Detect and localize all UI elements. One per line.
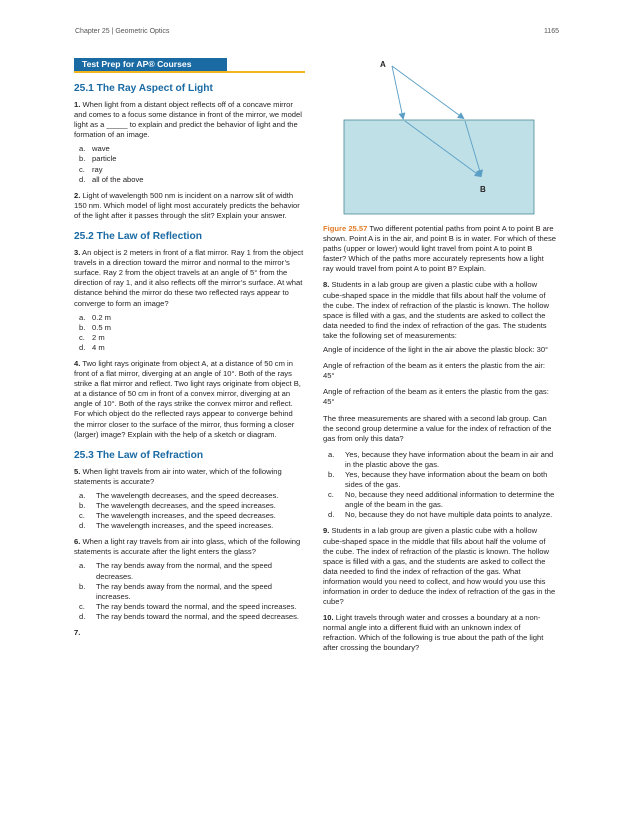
measurement-3: Angle of refraction of the beam as it enters the plastic from the gas: 45° [323,387,549,407]
question-1-options [74,144,305,184]
question-3 [74,248,305,309]
option-item [74,501,305,511]
option-item [74,511,305,521]
option-letter: d. [79,174,86,184]
option-letter: c. [79,164,85,174]
question-text: When light travels from air into water, which of the following statements is accurate? [74,466,282,486]
option-letter: b. [79,322,86,332]
option-text: The wavelength increases, and the speed increases. [96,521,274,531]
question-number: 2. [74,190,81,200]
question-number: 5. [74,466,81,476]
option-item [323,510,556,520]
question-text: When a light ray travels from air into glass, which of the following statements is accurate after the light enters the glass? [74,537,301,557]
option-letter: a. [328,449,335,459]
option-letter: a. [79,490,86,500]
question-8-options [323,450,556,521]
refraction-paths-svg [323,58,556,218]
option-item [74,521,305,531]
option-letter: b. [328,469,335,479]
option-letter: b. [79,581,86,591]
option-text: No, because they need additional information to determine the angle of the beam in the gas. [345,490,555,510]
question-number: 4. [74,358,81,368]
option-letter: d. [79,521,86,531]
question-5 [74,467,305,487]
option-item [74,154,305,164]
measurement-1: Angle of incidence of the light in the air above the plastic block: 30° [323,345,549,355]
option-text: The ray bends away from the normal, and the speed increases. [96,581,273,601]
option-item [74,165,305,175]
option-letter: b. [79,501,86,510]
question-number: 3. [74,248,81,258]
figure-25-57-diagram [323,58,556,218]
point-a-label: A [380,60,386,69]
section-heading-25-1: 25.1 The Ray Aspect of Light [74,83,213,94]
option-letter: a. [79,312,86,322]
option-item [74,175,305,185]
question-number: 7. [74,628,81,638]
left-column [74,58,305,642]
option-letter: d. [79,342,86,352]
option-text: The ray bends toward the normal, and the speed decreases. [96,611,300,621]
option-text: 2 m [92,332,105,342]
question-10 [323,613,556,653]
banner-rule [74,71,305,73]
option-item [74,612,305,622]
running-header-chapter: Chapter 25 | Geometric Optics [75,28,170,35]
question-text: Students in a lab group are given a plastic cube with a hollow cube-shaped space in the middle that fills about half the volume of the cube. The index of refraction of the plastic is known. The hollow space is filled with a gas, and the students are asked to collect the data needed to find the index of refraction of the gas. What information would you need to collect, and how would you use this information in order to deduce the index of refraction of the gas in the cube? [323,526,556,607]
option-item [323,490,556,510]
option-item [74,313,305,323]
question-text: An object is 2 meters in front of a flat mirror. Ray 1 from the object travels in a direction toward the mirror and normal to the mirror’s surface. Ray 2 from the object travels at an angle of 5° from the direction of ray 1, and it also reflects off the mirror’s surface. At what distance behind the mirror do these two reflected rays appear to converge to form an image? [74,248,304,308]
page-number: 1165 [543,28,559,35]
option-letter: c. [79,601,85,611]
option-item [74,561,305,581]
option-text: 4 m [92,342,105,352]
question-2 [74,191,305,221]
option-text: ray [92,164,103,174]
upper-path-air-segment [392,66,463,118]
option-letter: d. [79,611,86,621]
question-text: Students in a lab group are given a plastic cube with a hollow cube-shaped space in the middle that fills about half the volume of the cube. The index of refraction of the plastic is known. The hollow space is filled with a gas, and the students are asked to collect the data needed to find the index of refraction of the gas. The students take the following set of measurements: [323,280,549,340]
option-text: No, because they do not have multiple data points to analyze. [345,510,553,520]
question-text: Light of wavelength 500 nm is incident on a narrow slit of width 150 nm. Which model of light most accurately predicts the behavior of the light after it passes through the slit? Explain your answer. [74,190,300,220]
option-letter: c. [79,511,85,521]
option-letter: d. [328,510,335,520]
question-8 [323,280,556,341]
option-text: wave [92,144,110,154]
question-text: Two light rays originate from object A, at a distance of 50 cm in front of a flat mirror, diverging at an angle of 10°. Both of the rays strike a flat mirror and reflect. Two light rays originate from object B, at a distance of 50 cm in front of a convex mirror, diverging at an angle of 10°. Both of the rays strike the convex mirror and reflect. For which object do the reflected rays appear to converge behind the mirror closer to the surface of the mirror, thus forming a closer (larger) image? Explain with the help of a sketch or diagram. [74,358,301,439]
figure-caption [323,224,556,274]
option-text: 0.5 m [92,322,111,332]
question-number: 1. [74,100,81,109]
question-text: Light travels through water and crosses a boundary at a non-normal angle into a different fluid with an unknown index of refraction. Which of the following is true about the path of the light after crossing the boundary? [323,613,544,653]
option-text: The wavelength decreases, and the speed increases. [96,501,276,510]
question-number: 8. [323,280,330,290]
option-text: The ray bends toward the normal, and the speed increases. [96,601,297,611]
option-text: The wavelength increases, and the speed decreases. [96,511,276,521]
option-text: Yes, because they have information about the beam in air and in the plastic above the gas. [345,449,554,469]
measurement-2: Angle of refraction of the beam as it enters the plastic from the air: 45° [323,361,546,381]
water-region [344,120,534,214]
option-item [74,343,305,353]
option-text: 0.2 m [92,312,111,322]
question-3-options [74,313,305,353]
right-column [323,58,556,658]
question-number: 10. [323,613,334,623]
question-number: 6. [74,537,81,547]
section-heading-25-2: 25.2 The Law of Reflection [74,231,202,243]
option-item [74,144,305,154]
option-letter: a. [79,144,86,154]
question-number: 9. [323,526,330,536]
option-item [323,470,556,490]
option-item [74,582,305,602]
option-text: all of the above [92,174,144,184]
option-item [74,602,305,612]
option-letter: c. [328,490,334,500]
option-item [74,323,305,333]
lower-path-air-segment [392,66,403,118]
option-item [74,333,305,343]
point-b-label: B [480,185,486,194]
option-item [74,491,305,501]
section-heading-25-3: 25.3 The Law of Refraction [74,449,204,461]
test-prep-banner: Test Prep for AP® Courses [74,58,227,71]
option-text: particle [92,154,117,164]
option-text: The ray bends away from the normal, and the speed decreases. [96,561,273,581]
figure-reference: Figure 25.57 [323,224,368,233]
option-letter: c. [79,332,85,342]
question-4 [74,359,305,440]
question-7 [74,628,305,638]
option-item [323,450,556,470]
question-1 [74,100,305,140]
figure-caption-text: Two different potential paths from point A to point B are shown. Point A is in the air, and point B is in water. For which of these paths (upper or lower) would light travel from point A to point B faster? Which of the paths more accurately represents how a light ray would travel from point A to point B? Explain. [323,224,557,274]
question-5-options [74,491,305,531]
option-letter: a. [79,561,86,571]
option-text: The wavelength decreases, and the speed decreases. [96,490,279,500]
option-text: Yes, because they have information about the beam on both sides of the gas. [345,469,548,490]
question-6-options [74,561,305,622]
question-9 [323,526,556,607]
option-letter: b. [79,154,86,164]
question-6 [74,537,305,557]
question-text: When light from a distant object reflects off of a concave mirror and comes to a focus some distance in front of the mirror, we model light as a _____ to explain and predict the behavior of light and the formation of an image. [74,100,302,140]
question-8-followup: The three measurements are shared with a second lab group. Can the second group determine a value for the index of refraction of the gas from only this data? [323,413,552,443]
